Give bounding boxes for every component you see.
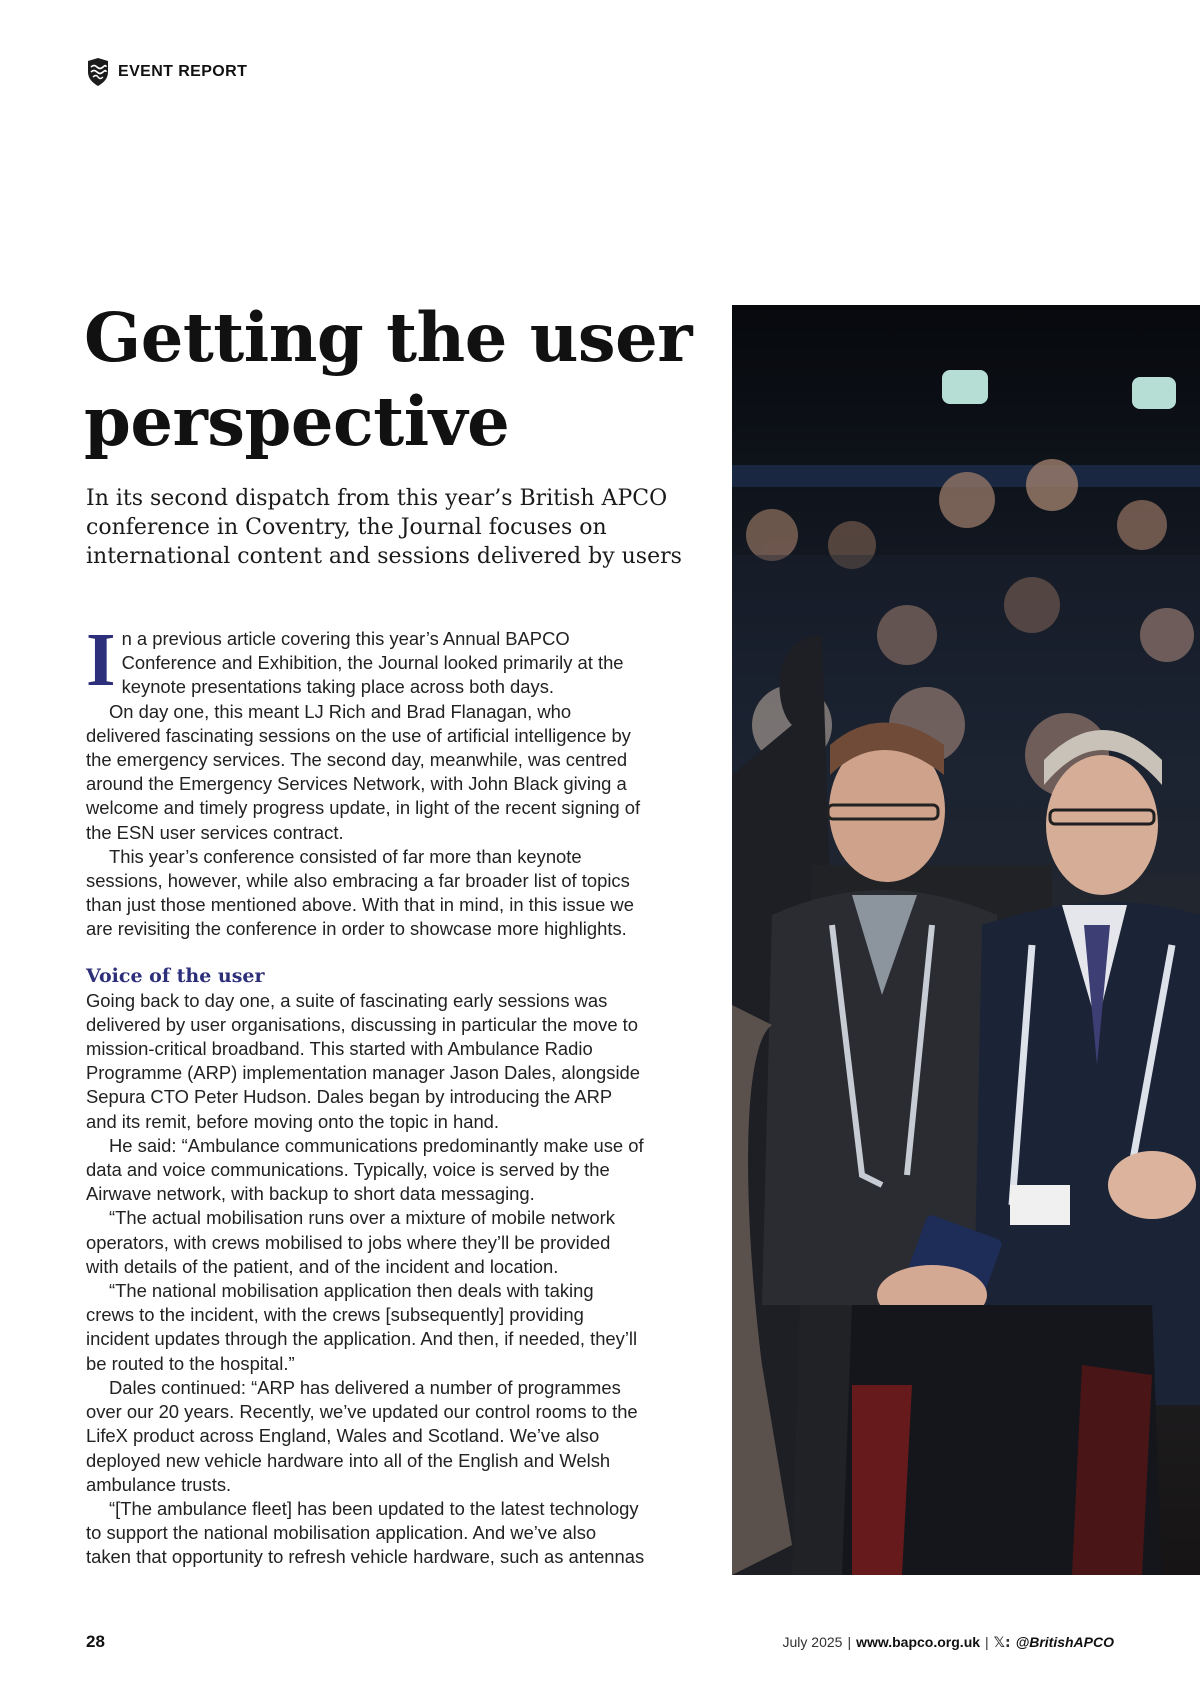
- article-subheading: Voice of the user: [86, 964, 265, 987]
- section-label: EVENT REPORT: [118, 63, 248, 80]
- article-paragraph: On day one, this meant LJ Rich and Brad Flanagan, who delivered fascinating sessions on the use of artificial intelligence by the emergency services. The second day, meanwhile, was centred around the Emergency Services Network, with John Black giving a welcome and timely progress update, in light of the recent signing of the ESN user services contract.: [86, 700, 641, 843]
- article-paragraph: This year’s conference consisted of far more than keynote sessions, however, while also embracing a far broader list of topics than just those mentioned above. With that in mind, in this issue we are revisiting the conference in order to showcase more highlights.: [86, 845, 634, 940]
- article-paragraph: “The national mobilisation application then deals with taking crews to the incident, with the crews [subsequently] providing incident updates through the application. And then, if needed, they’ll be routed to the hospital.”: [86, 1280, 638, 1374]
- page-header: [86, 58, 247, 86]
- article-body: [86, 618, 646, 1570]
- drop-cap: I: [86, 618, 116, 702]
- conference-audience-photo: [732, 305, 1200, 1575]
- website-link[interactable]: www.bapco.org.uk: [856, 1634, 981, 1650]
- x-social-icon: 𝕏:: [993, 1635, 1011, 1651]
- photo-illustration: [732, 305, 1200, 1575]
- bapco-shield-icon: [86, 58, 110, 86]
- paragraph-text: n a previous article covering this year’s Annual BAPCO Conference and Exhibition, the Journal looked primarily at the keynote presentations taking place across both days.: [121, 628, 624, 698]
- page-number: 28: [86, 1632, 105, 1651]
- article-paragraph: Dales continued: “ARP has delivered a number of programmes over our 20 years. Recently, we’ve updated our control rooms to the LifeX product across England, Wales and Scotland. We’ve also deployed new vehicle hardware into all of the English and Welsh ambulance trusts.: [86, 1376, 638, 1495]
- social-handle[interactable]: @BritishAPCO: [1015, 1634, 1114, 1650]
- article-paragraph: He said: “Ambulance communications predominantly make use of data and voice communications. Typically, voice is served by the Airwave network, with backup to short data messaging.: [86, 1134, 644, 1205]
- article-title: Getting the user perspective: [84, 298, 693, 461]
- footer-separator: |: [847, 1634, 852, 1650]
- article-paragraph: “[The ambulance fleet] has been updated to the latest technology to support the national mobilisation application. And we’ve also taken that opportunity to refresh vehicle hardware, such as antennas: [86, 1497, 645, 1568]
- article-paragraph: Going back to day one, a suite of fascinating early sessions was delivered by user organisations, discussing in particular the move to mission-critical broadband. This started with Ambulance Radio Programme (ARP) implementation manager Jason Dales, alongside Sepura CTO Peter Hudson. Dales began by introducing the ARP and its remit, before moving onto the topic in hand.: [86, 989, 641, 1132]
- footer-separator: |: [985, 1634, 989, 1650]
- issue-date: July 2025: [782, 1634, 843, 1650]
- article-paragraph: [86, 618, 646, 702]
- article-standfirst: In its second dispatch from this year’s British APCO conference in Coventry, the Journal focuses on international content and sessions delivered by users: [86, 486, 682, 569]
- footer-info: [783, 1634, 1114, 1651]
- article-paragraph: “The actual mobilisation runs over a mixture of mobile network operators, with crews mobilised to jobs where they’ll be provided with details of the patient, and of the incident and location.: [86, 1207, 615, 1277]
